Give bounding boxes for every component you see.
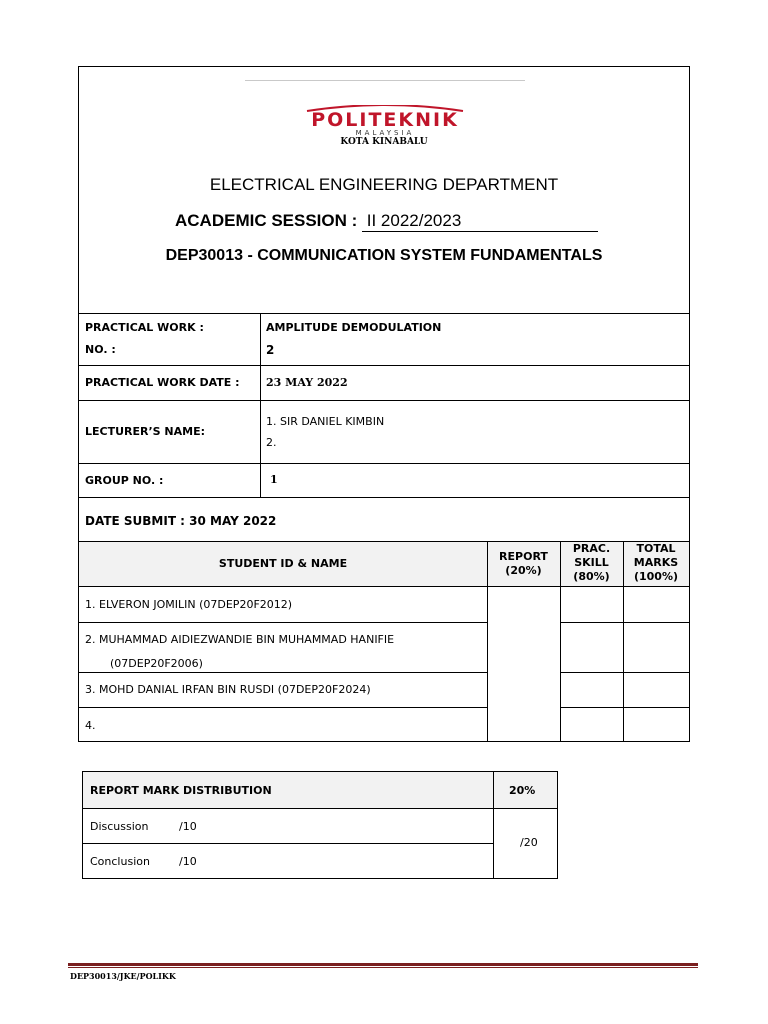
- col-total-marks: [623, 542, 689, 584]
- lecturer-1: 1. SIR DANIEL KIMBIN: [266, 415, 385, 428]
- row-line-1: [79, 622, 487, 623]
- student-row-2: 2. MUHAMMAD AIDIEZWANDIE BIN MUHAMMAD HANIFIE: [85, 633, 395, 646]
- dist-discussion-label: Discussion: [90, 820, 149, 833]
- politeknik-logo: [277, 105, 493, 141]
- col-prac-line2: SKILL: [574, 556, 609, 569]
- lecturer-2: 2.: [266, 436, 277, 449]
- col-line-total: [623, 542, 624, 742]
- student-row-1: 1. ELVERON JOMILIN (07DEP20F2012): [85, 598, 293, 611]
- academic-session: [175, 211, 598, 232]
- row-separator: [260, 313, 261, 365]
- col-total-line1: TOTAL: [636, 542, 676, 555]
- col-total-line2: MARKS: [633, 556, 679, 569]
- col-report-line1: REPORT: [499, 550, 548, 563]
- dist-col-line: [493, 772, 494, 878]
- col-prac-skill: [560, 542, 623, 584]
- row-line-1b: [560, 622, 689, 623]
- row-separator: [260, 366, 261, 400]
- dist-conclusion-score: /10: [179, 855, 197, 868]
- footer-rule-thick: [68, 963, 698, 966]
- table-header-rule: [79, 586, 689, 587]
- col-total-line3: (100%): [633, 570, 679, 583]
- dist-conclusion-label: Conclusion: [90, 855, 150, 868]
- footer-code: DEP30013/JKE/POLIKK: [70, 971, 176, 981]
- row-line-2: [79, 672, 487, 673]
- practical-no-label: NO. :: [85, 343, 116, 356]
- student-row-2-id: (07DEP20F2006): [110, 657, 203, 670]
- lecturer-row: [79, 401, 689, 464]
- student-row-4: 4.: [85, 719, 96, 732]
- row-separator: [260, 401, 261, 463]
- student-row-3: 3. MOHD DANIAL IRFAN BIN RUSDI (07DEP20F2024): [85, 683, 371, 696]
- practical-work-value: AMPLITUDE DEMODULATION: [266, 321, 442, 334]
- practical-work-row: [79, 313, 689, 366]
- practical-no-value: 2: [266, 343, 275, 357]
- dist-row-rule: [83, 843, 493, 844]
- course-title: DEP30013 - COMMUNICATION SYSTEM FUNDAMENTALS: [165, 247, 603, 264]
- col-prac-line3: (80%): [573, 570, 610, 583]
- session-value-text: II 2022/2023: [366, 211, 462, 230]
- col-report: [487, 550, 560, 578]
- dist-header-rule: [83, 808, 557, 809]
- date-submit: DATE SUBMIT : 30 MAY 2022: [85, 514, 277, 528]
- dist-percent: 20%: [509, 784, 536, 797]
- logo-top-rule: [245, 80, 525, 81]
- col-student-name: STUDENT ID & NAME: [218, 557, 348, 570]
- logo-text: POLITEKNIK: [311, 109, 459, 131]
- cover-sheet-frame: [78, 66, 690, 742]
- practical-date-row: [79, 366, 689, 401]
- practical-date-label: PRACTICAL WORK DATE :: [85, 376, 240, 389]
- students-table: [79, 542, 689, 742]
- session-label: ACADEMIC SESSION :: [175, 211, 358, 230]
- group-row: [79, 464, 689, 498]
- dist-total: /20: [520, 836, 538, 849]
- session-value: [362, 211, 598, 232]
- logo-subtext: MALAYSIA: [355, 129, 415, 137]
- row-line-2b: [560, 672, 689, 673]
- report-mark-distribution: [82, 771, 558, 879]
- col-line-prac: [560, 542, 561, 742]
- submit-row: [79, 498, 689, 542]
- group-label: GROUP NO. :: [85, 474, 164, 487]
- department-title: ELECTRICAL ENGINEERING DEPARTMENT: [209, 175, 559, 194]
- lecturer-label: LECTURER’S NAME:: [85, 425, 205, 438]
- col-prac-line1: PRAC.: [572, 542, 611, 555]
- cover-header: [79, 67, 689, 314]
- practical-date-value: 23 MAY 2022: [266, 376, 348, 389]
- dist-discussion-score: /10: [179, 820, 197, 833]
- campus-name: KOTA KINABALU: [340, 137, 428, 147]
- group-value: 1: [270, 473, 278, 486]
- row-line-3: [79, 707, 487, 708]
- col-report-line2: (20%): [505, 564, 542, 577]
- col-line-report: [487, 542, 488, 742]
- footer-rule-thin: [68, 967, 698, 968]
- dist-header: REPORT MARK DISTRIBUTION: [90, 784, 272, 797]
- row-separator: [260, 464, 261, 497]
- practical-work-label: PRACTICAL WORK :: [85, 321, 204, 334]
- row-line-3b: [560, 707, 689, 708]
